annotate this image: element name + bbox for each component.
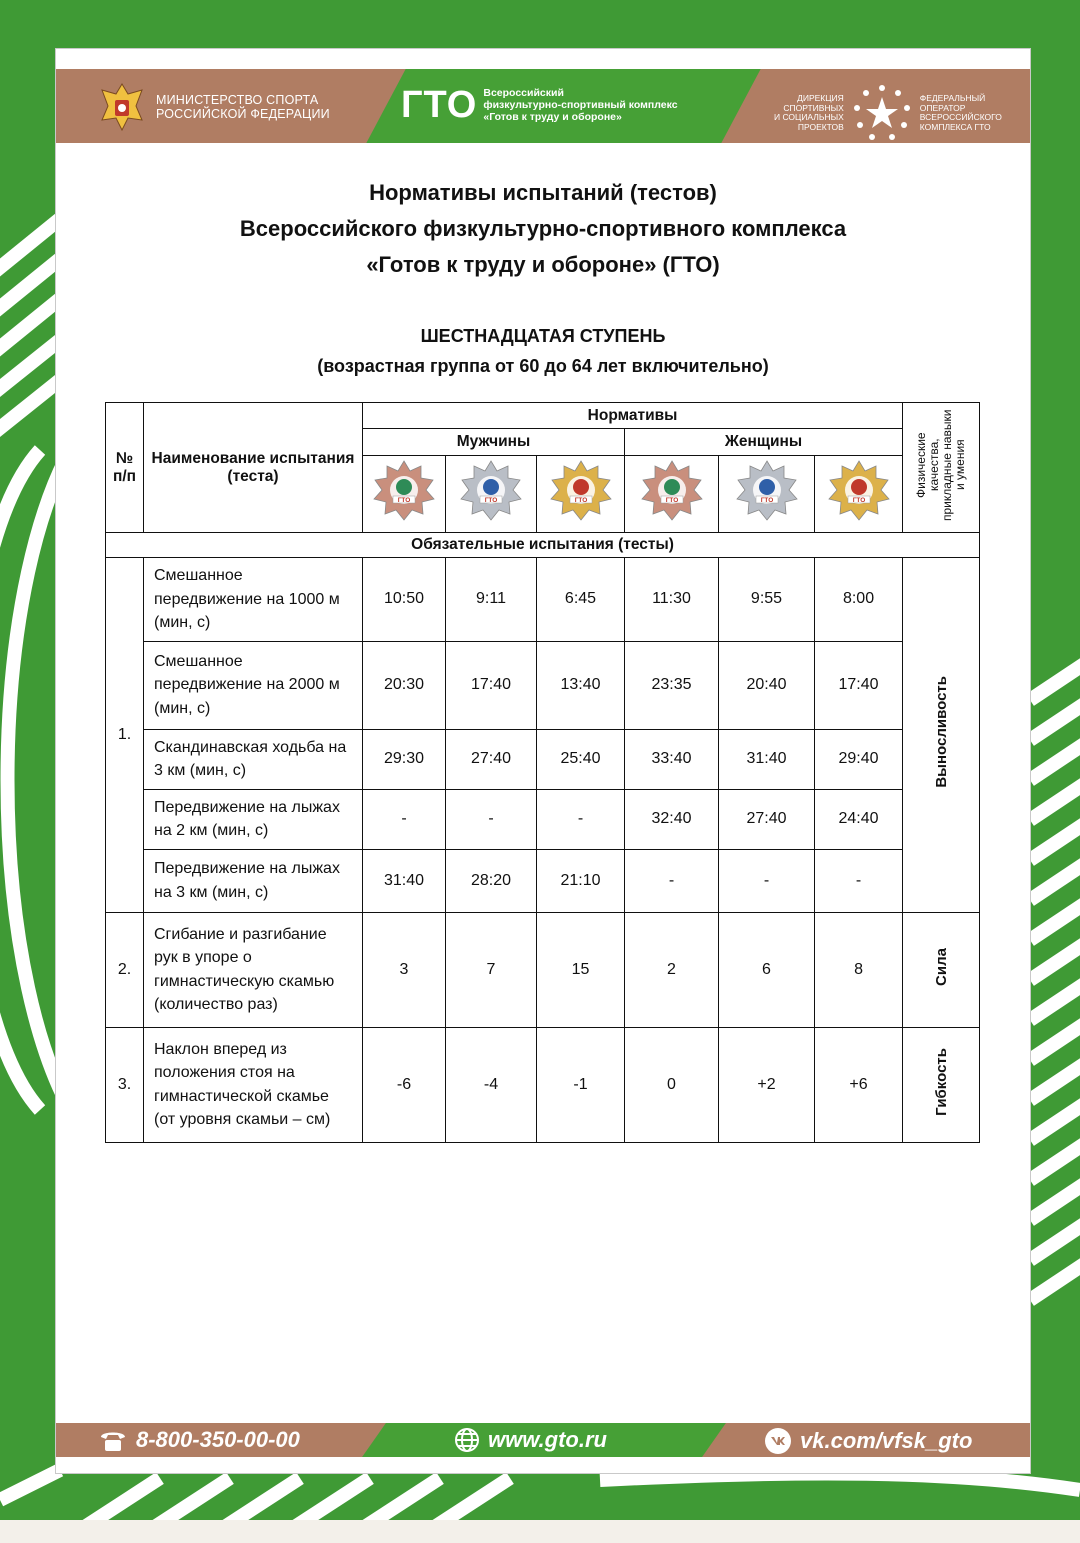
bronze-badge-icon [639,459,705,525]
vk-icon [764,1427,792,1455]
men-norm-gold: - [537,789,625,849]
badge-cell-men-bronze [363,456,446,533]
test-number: 1. [106,558,144,913]
men-norm-silver: 28:20 [446,849,537,912]
badge-text: ГТО [484,496,498,504]
badge-cell-men-silver [446,456,537,533]
quality-label: Сила [932,948,950,986]
phone-contact[interactable] [98,1427,300,1453]
badge-cell-women-gold [815,456,903,533]
header-norms: Нормативы [363,403,903,429]
ministry-line2: РОССИЙСКОЙ ФЕДЕРАЦИИ [156,107,330,121]
title-line3: «Готов к труду и обороне» (ГТО) [366,252,720,277]
direction-block [774,83,1002,143]
table-row [106,558,980,642]
men-norm-bronze: 31:40 [363,849,446,912]
footer-bar [56,1423,1030,1457]
men-norm-silver: 17:40 [446,641,537,729]
women-norm-silver: 9:55 [719,558,815,642]
men-norm-bronze: - [363,789,446,849]
title-line2: Всероссийского физкультурно-спортивного комплекса [239,216,847,241]
women-norm-gold: 8 [815,912,903,1027]
men-norm-silver: 7 [446,912,537,1027]
table-row [106,849,980,912]
gold-badge-icon [826,459,892,525]
site-link: www.gto.ru [488,1427,607,1452]
badge-text: ГТО [574,496,587,504]
men-norm-silver: 9:11 [446,558,537,642]
women-norm-silver: - [719,849,815,912]
operator-line3: ВСЕРОССИЙСКОГО [919,112,1002,122]
vk-contact[interactable] [764,1427,972,1455]
table-row [106,729,980,789]
coat-of-arms-icon [98,80,146,134]
quality-label: Гибкость [932,1048,950,1116]
badge-text: ГТО [852,496,865,504]
globe-icon [454,1427,480,1453]
stars-emblem-icon [852,83,912,143]
gold-badge-icon [548,459,614,525]
test-number: 2. [106,912,144,1027]
test-name: Передвижение на лыжах на 2 км (мин, с) [144,789,363,849]
bronze-badge-icon [371,459,437,525]
header-bar [56,69,1030,143]
operator-line2: ОПЕРАТОР [919,102,966,113]
test-name: Сгибание и разгибание рук в упоре о гимнастическую скамью (количество раз) [144,912,363,1027]
women-norm-gold: 29:40 [815,729,903,789]
silver-badge-icon [458,459,524,525]
women-norm-gold: +6 [815,1027,903,1142]
operator-line1: ФЕДЕРАЛЬНЫЙ [919,93,986,103]
badge-cell-women-silver [719,456,815,533]
badge-text: ГТО [397,496,411,504]
direction-line3: И СОЦИАЛЬНЫХ [774,112,844,122]
quality-cell [903,912,980,1027]
men-norm-silver: - [446,789,537,849]
men-norm-bronze: 29:30 [363,729,446,789]
women-norm-gold: - [815,849,903,912]
header-qualities [903,403,980,533]
page-subtitle [56,321,1030,381]
test-name: Наклон вперед из положения стоя на гимнастической скамье (от уровня скамьи – см) [144,1027,363,1142]
women-norm-bronze: 33:40 [625,729,719,789]
header-men: Мужчины [363,429,625,456]
gto-brand [401,85,678,125]
men-norm-bronze: 10:50 [363,558,446,642]
women-norm-silver: 31:40 [719,729,815,789]
gto-desc-line2: физкультурно-спортивный комплекс [483,99,678,111]
women-norm-bronze: - [625,849,719,912]
norms-table [105,402,980,1143]
men-norm-gold: 6:45 [537,558,625,642]
badge-text: ГТО [760,496,773,504]
table-row [106,1027,980,1142]
women-norm-silver: +2 [719,1027,815,1142]
test-name: Скандинавская ходьба на 3 км (мин, с) [144,729,363,789]
badge-text: ГТО [665,496,678,504]
header-women: Женщины [625,429,903,456]
test-number: 3. [106,1027,144,1142]
test-name: Смешанное передвижение на 2000 м (мин, с) [144,641,363,729]
quality-cell [903,1027,980,1142]
subtitle-line2: (возрастная группа от 60 до 64 лет включительно) [317,356,769,376]
men-norm-gold: 15 [537,912,625,1027]
table-row [106,641,980,729]
operator-line4: КОМПЛЕКСА ГТО [919,121,991,132]
ministry-line1: МИНИСТЕРСТВО СПОРТА [156,93,319,107]
women-norm-bronze: 0 [625,1027,719,1142]
women-norm-silver: 27:40 [719,789,815,849]
direction-line1: ДИРЕКЦИЯ [797,93,844,103]
direction-line4: ПРОЕКТОВ [797,121,844,132]
women-norm-bronze: 32:40 [625,789,719,849]
women-norm-silver: 6 [719,912,815,1027]
men-norm-gold: 13:40 [537,641,625,729]
phone-number: 8-800-350-00-00 [136,1427,300,1452]
quality-label: Выносливость [932,676,950,789]
women-norm-bronze: 2 [625,912,719,1027]
direction-line2: СПОРТИВНЫХ [783,102,844,113]
ministry-block [98,80,330,134]
women-norm-gold: 8:00 [815,558,903,642]
section-mandatory: Обязательные испытания (тесты) [106,533,980,558]
phone-icon [98,1427,128,1453]
page-title [56,175,1030,283]
women-norm-gold: 24:40 [815,789,903,849]
vk-link: vk.com/vfsk_gto [800,1428,973,1453]
men-norm-gold: 21:10 [537,849,625,912]
gto-logo: ГТО [401,84,478,126]
test-name: Смешанное передвижение на 1000 м (мин, с) [144,558,363,642]
men-norm-silver: 27:40 [446,729,537,789]
women-norm-silver: 20:40 [719,641,815,729]
men-norm-gold: 25:40 [537,729,625,789]
men-norm-silver: -4 [446,1027,537,1142]
quality-cell [903,558,980,913]
men-norm-bronze: 20:30 [363,641,446,729]
table-row [106,789,980,849]
badge-cell-men-gold [537,456,625,533]
silver-badge-icon [734,459,800,525]
table-row [106,912,980,1027]
men-norm-gold: -1 [537,1027,625,1142]
header-number: № п/п [106,403,144,533]
badge-cell-women-bronze [625,456,719,533]
header-test-name: Наименование испытания (теста) [144,403,363,533]
subtitle-line1: ШЕСТНАДЦАТАЯ СТУПЕНЬ [420,326,666,346]
gto-desc-line3: «Готов к труду и обороне» [483,111,622,123]
test-name: Передвижение на лыжах на 3 км (мин, с) [144,849,363,912]
women-norm-bronze: 11:30 [625,558,719,642]
title-line1: Нормативы испытаний (тестов) [369,180,717,205]
gto-desc-line1: Всероссийский [483,87,564,99]
site-contact[interactable] [454,1427,607,1453]
women-norm-bronze: 23:35 [625,641,719,729]
women-norm-gold: 17:40 [815,641,903,729]
document-page [55,48,1031,1474]
men-norm-bronze: -6 [363,1027,446,1142]
header-qualities-text: Физические качества, прикладные навыки и умения [914,409,968,521]
men-norm-bronze: 3 [363,912,446,1027]
